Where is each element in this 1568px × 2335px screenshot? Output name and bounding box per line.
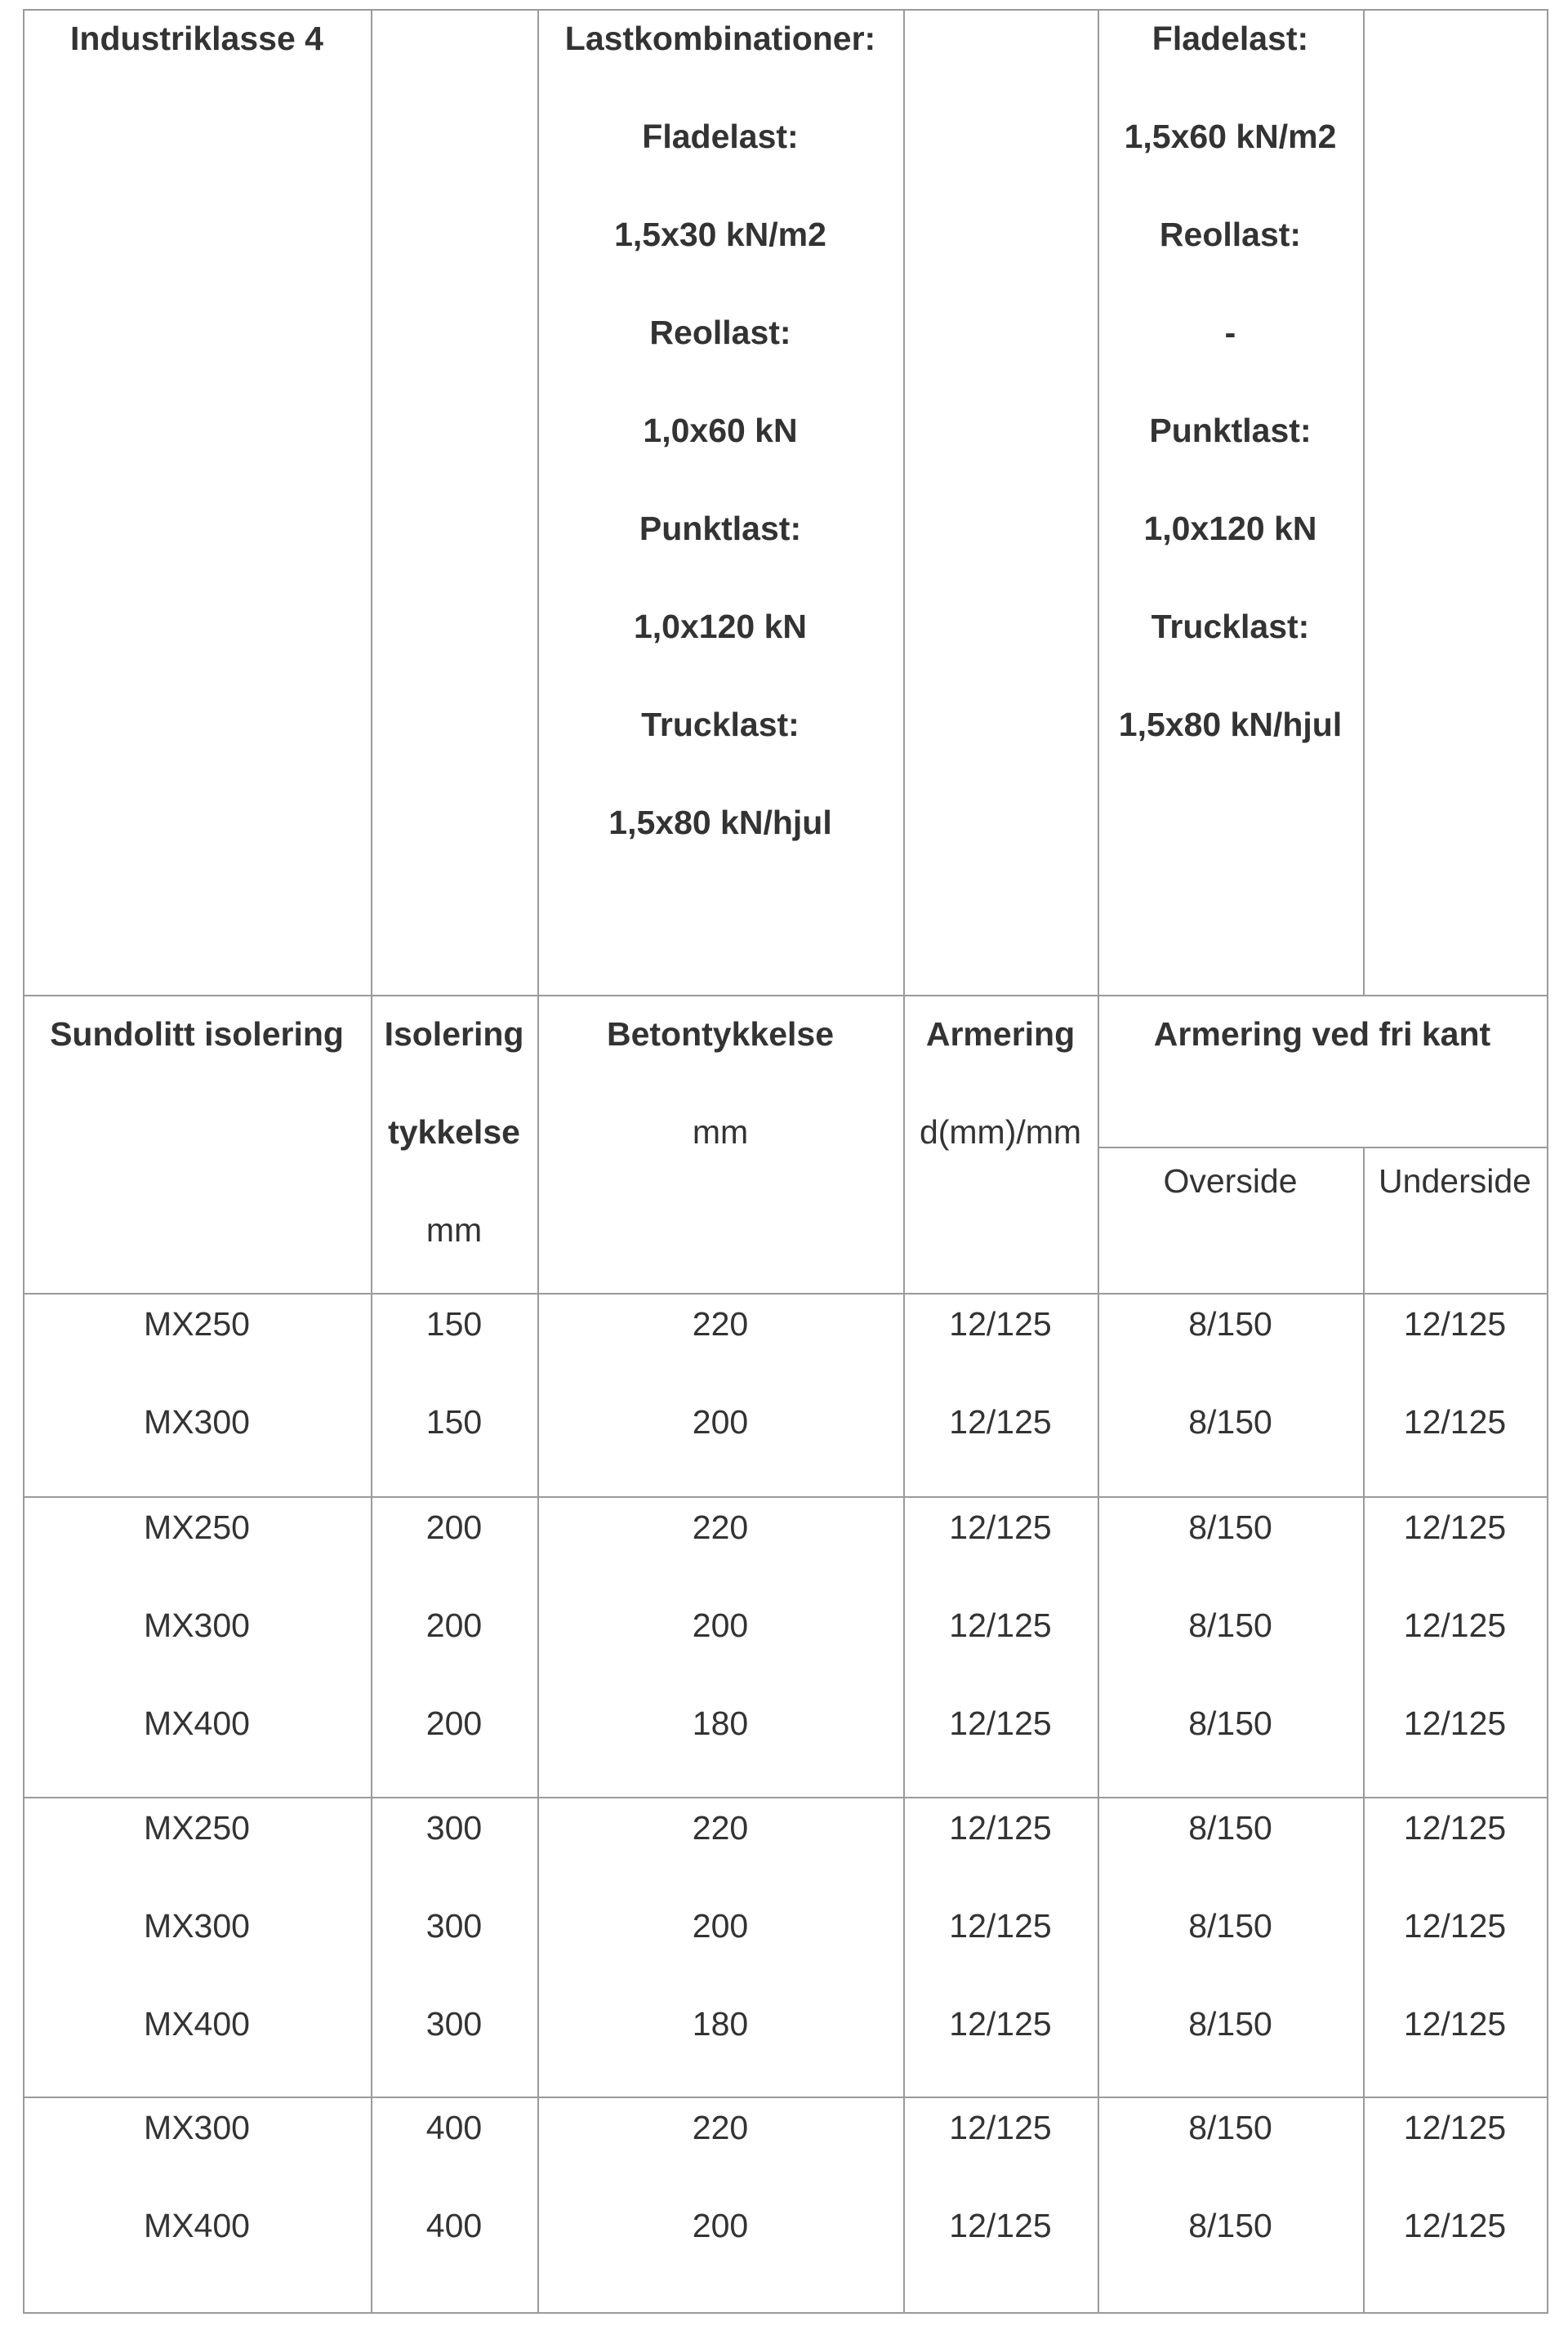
table-cell: 150 bbox=[425, 1403, 483, 1441]
table-cell: 8/150 bbox=[1188, 1305, 1272, 1343]
load-combination-line: Reollast: bbox=[649, 314, 791, 351]
table-cell: 8/150 bbox=[1188, 1907, 1272, 1945]
table-cell: 8/150 bbox=[1188, 1606, 1272, 1644]
table-cell: 8/150 bbox=[1188, 1508, 1272, 1546]
table-cell: 200 bbox=[692, 1907, 749, 1945]
load-combination-line: Fladelast: bbox=[642, 118, 799, 155]
table-cell: 200 bbox=[692, 1403, 749, 1441]
table-cell: MX250 bbox=[144, 1809, 250, 1847]
load-combination-line: Fladelast: bbox=[1152, 20, 1309, 57]
header-insulation-thickness: Isolering bbox=[384, 1015, 524, 1053]
load-combination-line: Punktlast: bbox=[1149, 412, 1312, 449]
column-divider bbox=[371, 9, 372, 2314]
header-insulation: Sundolitt isolering bbox=[50, 1015, 344, 1053]
column-divider bbox=[1363, 9, 1365, 995]
table-cell: 220 bbox=[692, 2109, 749, 2146]
column-divider bbox=[1363, 1147, 1365, 2314]
table-border-bottom bbox=[23, 2312, 1548, 2314]
table-cell: 220 bbox=[692, 1305, 749, 1343]
table-cell: 8/150 bbox=[1188, 2109, 1272, 2146]
table-cell: 12/125 bbox=[1403, 2207, 1507, 2244]
table-cell: 400 bbox=[425, 2207, 483, 2244]
table-cell: MX300 bbox=[144, 2109, 250, 2146]
table-cell: 300 bbox=[425, 1907, 483, 1945]
table-cell: MX400 bbox=[144, 2005, 250, 2043]
table-cell: 400 bbox=[425, 2109, 483, 2146]
column-divider bbox=[903, 9, 905, 2314]
table-cell: 12/125 bbox=[949, 1508, 1052, 1546]
load-combination-line: 1,5x80 kN/hjul bbox=[608, 804, 832, 841]
table-cell: 8/150 bbox=[1188, 1403, 1272, 1441]
table-cell: 12/125 bbox=[1403, 1403, 1507, 1441]
load-combination-line: Trucklast: bbox=[1151, 608, 1310, 645]
row-divider bbox=[23, 1797, 1548, 1798]
header-insulation-thickness: tykkelse bbox=[388, 1113, 520, 1151]
load-combination-line: Punktlast: bbox=[639, 510, 802, 547]
table-border-top bbox=[23, 9, 1548, 11]
table-cell: 200 bbox=[425, 1606, 483, 1644]
header-reinforcement: Armering bbox=[925, 1015, 1076, 1053]
table-cell: 12/125 bbox=[949, 1305, 1052, 1343]
table-cell: 8/150 bbox=[1188, 2207, 1272, 2244]
table-cell: MX400 bbox=[144, 1704, 250, 1742]
table-cell: MX300 bbox=[144, 1403, 250, 1441]
table-cell: 220 bbox=[692, 1809, 749, 1847]
table-cell: 12/125 bbox=[1403, 1606, 1507, 1644]
load-combination-line: 1,5x60 kN/m2 bbox=[1124, 118, 1337, 155]
table-cell: 12/125 bbox=[949, 1809, 1052, 1847]
table-cell: MX300 bbox=[144, 1606, 250, 1644]
column-divider bbox=[537, 9, 539, 2314]
load-combination-line: 1,5x80 kN/hjul bbox=[1118, 706, 1343, 743]
table-cell: 12/125 bbox=[949, 2005, 1052, 2043]
row-divider bbox=[23, 1496, 1548, 1498]
table-cell: MX250 bbox=[144, 1508, 250, 1546]
data-table bbox=[23, 9, 1548, 2314]
load-combination-line: - bbox=[1224, 314, 1236, 351]
table-cell: MX250 bbox=[144, 1305, 250, 1343]
header-underside: Underside bbox=[1379, 1162, 1531, 1200]
load-combination-line: 1,0x120 kN bbox=[1143, 510, 1317, 547]
table-cell: 300 bbox=[425, 1809, 483, 1847]
table-cell: 200 bbox=[425, 1704, 483, 1742]
table-cell: 300 bbox=[425, 2005, 483, 2043]
table-cell: 180 bbox=[692, 1704, 749, 1742]
header-concrete-thickness: Betontykkelse bbox=[606, 1015, 835, 1053]
table-cell: 12/125 bbox=[1403, 1907, 1507, 1945]
load-combination-line: Trucklast: bbox=[641, 706, 800, 743]
table-cell: 12/125 bbox=[949, 1403, 1052, 1441]
table-border-right bbox=[1547, 9, 1548, 2314]
row-divider bbox=[23, 1293, 1548, 1294]
header-edge-reinforcement: Armering ved fri kant bbox=[1153, 1015, 1491, 1053]
load-combination-line: 1,5x30 kN/m2 bbox=[614, 216, 826, 253]
subheader-divider bbox=[1098, 1147, 1547, 1148]
row-divider bbox=[23, 2097, 1548, 2098]
header-insulation-thickness: mm bbox=[425, 1211, 483, 1249]
table-cell: 12/125 bbox=[949, 1907, 1052, 1945]
table-cell: 12/125 bbox=[1403, 1305, 1507, 1343]
table-cell: 12/125 bbox=[1403, 1508, 1507, 1546]
table-border-left bbox=[23, 9, 24, 2314]
load-combination-line: Reollast: bbox=[1159, 216, 1302, 253]
table-cell: 12/125 bbox=[1403, 2005, 1507, 2043]
table-cell: MX300 bbox=[144, 1907, 250, 1945]
load-combination-line: 1,0x60 kN bbox=[643, 412, 798, 449]
table-cell: 8/150 bbox=[1188, 1809, 1272, 1847]
table-cell: 180 bbox=[692, 2005, 749, 2043]
table-cell: 12/125 bbox=[949, 2207, 1052, 2244]
column-divider bbox=[1098, 9, 1099, 2314]
table-cell: 8/150 bbox=[1188, 2005, 1272, 2043]
table-cell: 12/125 bbox=[1403, 2109, 1507, 2146]
table-cell: 12/125 bbox=[1403, 1704, 1507, 1742]
table-cell: 8/150 bbox=[1188, 1704, 1272, 1742]
industry-class-label: Industriklasse 4 bbox=[70, 20, 323, 57]
load-combination-line: Lastkombinationer: bbox=[564, 20, 876, 57]
table-cell: 220 bbox=[692, 1508, 749, 1546]
header-overside: Overside bbox=[1163, 1162, 1298, 1200]
table-cell: 12/125 bbox=[1403, 1809, 1507, 1847]
row-divider bbox=[23, 995, 1548, 996]
table-cell: 150 bbox=[425, 1305, 483, 1343]
table-cell: MX400 bbox=[144, 2207, 250, 2244]
load-combination-line: 1,0x120 kN bbox=[633, 608, 808, 645]
table-cell: 200 bbox=[692, 2207, 749, 2244]
table-cell: 200 bbox=[425, 1508, 483, 1546]
table-cell: 200 bbox=[692, 1606, 749, 1644]
header-reinforcement: d(mm)/mm bbox=[919, 1113, 1082, 1151]
table-cell: 12/125 bbox=[949, 1704, 1052, 1742]
table-cell: 12/125 bbox=[949, 2109, 1052, 2146]
table-cell: 12/125 bbox=[949, 1606, 1052, 1644]
header-concrete-thickness: mm bbox=[692, 1113, 749, 1151]
